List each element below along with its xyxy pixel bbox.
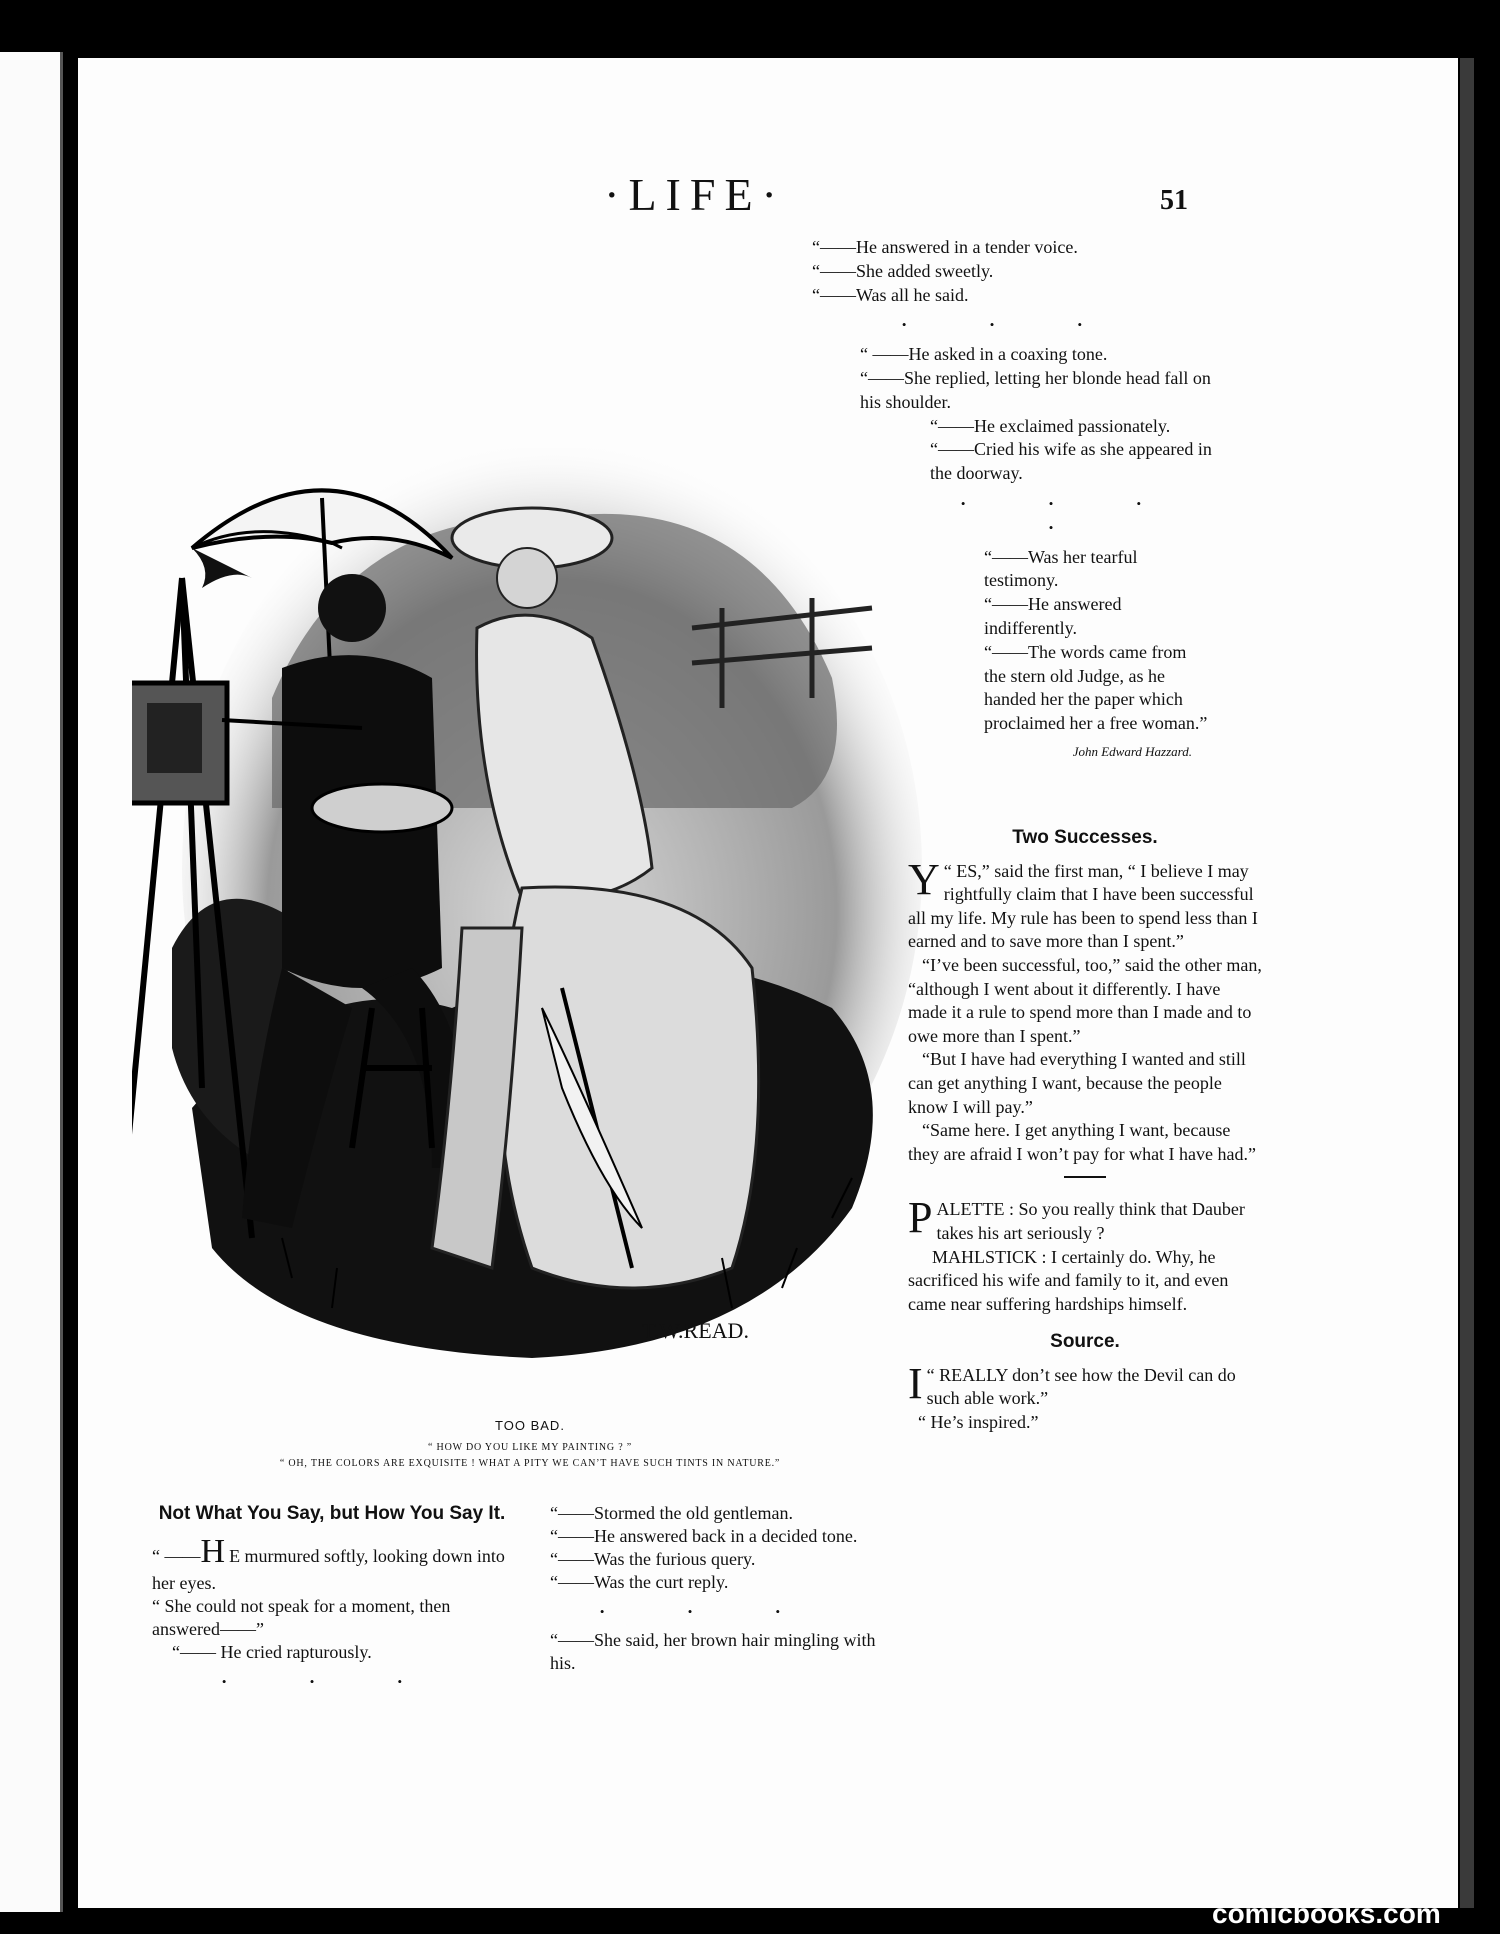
quote-open: “: [943, 860, 957, 881]
article-title: Source.: [1050, 1331, 1120, 1353]
masthead: ·LIFE·: [604, 169, 786, 220]
dialogue-line: I certainly do. Why, he sacrificed his wife and family to it, and even came near suffering hardships himself.: [908, 1246, 1229, 1314]
text-line: “——Was her tearful testimony.: [984, 546, 1138, 591]
artist-signature: T.W.READ.: [642, 1318, 749, 1343]
text-line: “——He answered indifferently.: [984, 594, 1122, 638]
byline: John Edward Hazzard.: [1072, 743, 1192, 759]
section-rule: [1064, 1176, 1106, 1178]
text-line: “——Cried his wife as she appeared in the doorway.: [930, 439, 1212, 484]
paragraph: “——Stormed the old gentleman.: [550, 1503, 793, 1523]
site-watermark: comicbooks.com: [1212, 1898, 1441, 1929]
lead-text: E murmured softly, looking down into her eyes.: [152, 1546, 505, 1593]
text-line: “——She added sweetly.: [812, 260, 994, 281]
text-line: “——Was all he said.: [812, 284, 969, 305]
paragraph: ES,” said the first man, “ I believe I may rightfully claim that I have been successful all my life. My rule has been to spend less than I earned and to save more than I spent.”: [908, 860, 1258, 952]
paragraph: “——He answered back in a decided tone.: [550, 1526, 858, 1546]
text-block: [812, 343, 1212, 414]
page-number: 51: [1160, 185, 1188, 216]
drop-cap: H: [200, 1533, 226, 1570]
illustration-caption: [180, 1418, 880, 1472]
drop-cap: P: [908, 1193, 933, 1243]
section-dots: • • • •: [960, 495, 1182, 535]
paragraph: “——She said, her brown hair mingling with his.: [550, 1630, 876, 1673]
paragraph: “——Was the furious query.: [550, 1549, 756, 1569]
drop-cap: Y: [908, 854, 940, 904]
quote-open: “: [926, 1364, 940, 1385]
paragraph: “I’ve been successful, too,” said the other man, “although I went about it differently. I have made it a rule to spend more than I made and to owe more than I spent.”: [908, 954, 1262, 1046]
caption-title: TOO BAD.: [495, 1418, 565, 1433]
caption-line: “ HOW DO YOU LIKE MY PAINTING ? ”: [428, 1442, 632, 1453]
paragraph: “——Was the curt reply.: [550, 1572, 729, 1592]
paragraph: “But I have had everything I wanted and still can get anything I want, because the people know I will pay.”: [908, 1049, 1246, 1117]
page-binding-shadow: [1460, 58, 1474, 1908]
drop-cap: I: [908, 1358, 923, 1408]
section-dots: • • •: [599, 1604, 821, 1619]
paragraph: REALLY don’t see how the Devil can do such able work.”: [926, 1364, 1236, 1409]
lead-prefix: “ ——: [152, 1546, 201, 1566]
paragraph: “ He’s inspired.”: [918, 1412, 1039, 1433]
article-title: Two Successes.: [1012, 827, 1158, 848]
text-line: “——The words came from the stern old Judge, as he handed her the paper which proclaimed her a free woman.”: [984, 641, 1208, 734]
text-line: “——He exclaimed passionately.: [930, 415, 1171, 436]
article-title: Not What You Say, but How You Say It.: [158, 1503, 506, 1524]
story-column-middle: [530, 1502, 890, 1675]
speaker-name: MAHLSTICK :: [932, 1246, 1047, 1267]
paragraph: “ She could not speak for a moment, then answered——”: [152, 1596, 451, 1639]
story-column-left: [152, 1502, 512, 1699]
text-line: “——She replied, letting her blonde head fall on his shoulder.: [860, 367, 1211, 412]
facing-page-edge: [0, 52, 63, 1912]
illustration-painter-and-lady: [132, 448, 932, 1363]
text-line: “——He answered in a tender voice.: [812, 237, 1078, 257]
right-column: [908, 820, 1262, 1435]
text-line: “ ——He asked in a coaxing tone.: [860, 344, 1108, 365]
speaker-name: ALETTE :: [936, 1199, 1014, 1220]
caption-line: “ OH, THE COLORS ARE EXQUISITE ! WHAT A PITY WE CAN’T HAVE SUCH TINTS IN NATURE.”: [279, 1458, 781, 1469]
section-dots: • • •: [901, 317, 1123, 333]
section-dots: • • •: [221, 1674, 443, 1689]
dialogue-line: So you really think that Dauber takes his art seriously ?: [936, 1199, 1245, 1243]
paragraph: “Same here. I get anything I want, because they are afraid I won’t pay for what I have had.”: [908, 1120, 1257, 1164]
paragraph: “—— He cried rapturously.: [172, 1642, 372, 1662]
